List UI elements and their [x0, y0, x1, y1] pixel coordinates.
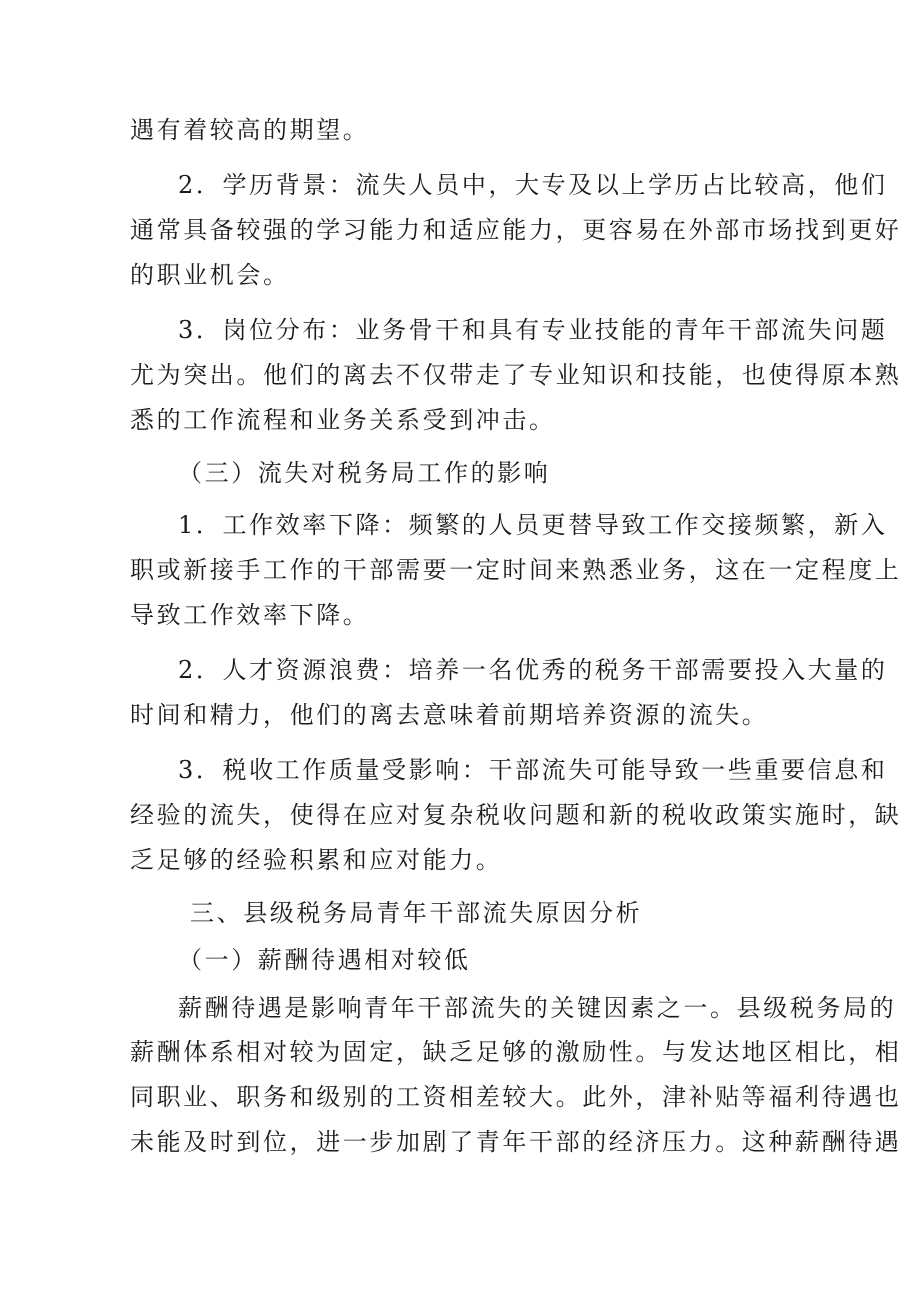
paragraph-line: 通常具备较强的学习能力和适应能力，更容易在外部市场找到更好 — [130, 216, 902, 244]
paragraph-line: 时间和精力，他们的离去意味着前期培养资源的流失。 — [130, 701, 769, 729]
paragraph-line: 经验的流失，使得在应对复杂税收问题和新的税收政策实施时，缺 — [130, 801, 902, 829]
paragraph-line: 导致工作效率下降。 — [130, 601, 370, 629]
paragraph-line: 2．学历背景：流失人员中，大专及以上学历占比较高，他们 — [178, 171, 888, 199]
paragraph-line: 薪酬体系相对较为固定，缺乏足够的激励性。与发达地区相比，相 — [130, 1038, 902, 1066]
paragraph-line: 乏足够的经验积累和应对能力。 — [130, 846, 503, 874]
section-heading: （三）流失对税务局工作的影响 — [178, 459, 551, 487]
paragraph-line: 同职业、职务和级别的工资相差较大。此外，津补贴等福利待遇也 — [130, 1083, 902, 1111]
paragraph-line: 职或新接手工作的干部需要一定时间来熟悉业务，这在一定程度上 — [130, 556, 902, 584]
paragraph-line: 未能及时到位，进一步加剧了青年干部的经济压力。这种薪酬待遇 — [130, 1128, 902, 1156]
paragraph-line: 2．人才资源浪费：培养一名优秀的税务干部需要投入大量的 — [178, 656, 888, 684]
paragraph-line: 尤为突出。他们的离去不仅带走了专业知识和技能，也使得原本熟 — [130, 361, 902, 389]
paragraph-line: 悉的工作流程和业务关系受到冲击。 — [130, 406, 556, 434]
paragraph-line: 遇有着较高的期望。 — [130, 116, 370, 144]
section-heading: （一）薪酬待遇相对较低 — [178, 946, 471, 974]
paragraph-line: 3．岗位分布：业务骨干和具有专业技能的青年干部流失问题 — [178, 316, 888, 344]
paragraph-line: 的职业机会。 — [130, 261, 290, 289]
paragraph-line: 3．税收工作质量受影响：干部流失可能导致一些重要信息和 — [178, 756, 888, 784]
chapter-heading: 三、县级税务局青年干部流失原因分析 — [190, 899, 643, 927]
paragraph-line: 薪酬待遇是影响青年干部流失的关键因素之一。县级税务局的 — [178, 994, 897, 1022]
paragraph-line: 1．工作效率下降：频繁的人员更替导致工作交接频繁，新入 — [178, 511, 888, 539]
